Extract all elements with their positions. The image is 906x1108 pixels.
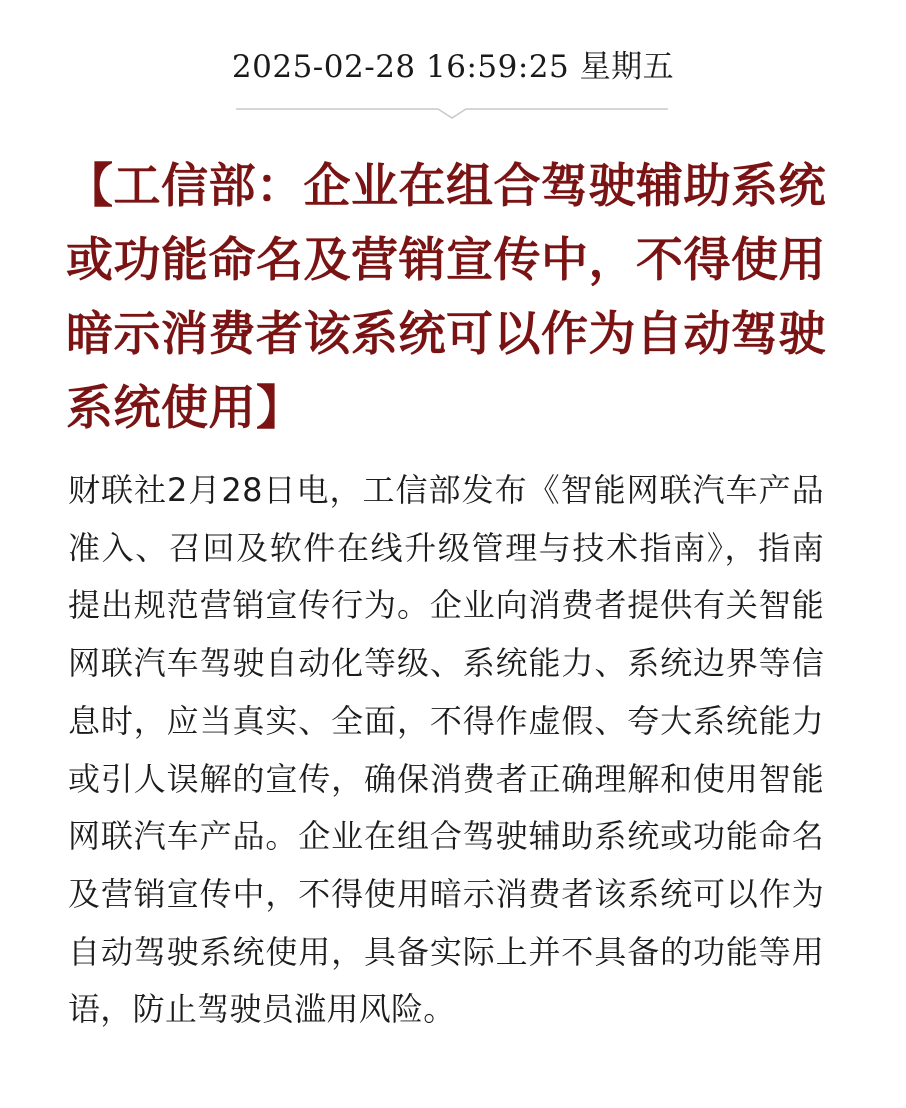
publish-datetime: 2025-02-28 16:59:25 星期五 — [231, 49, 675, 85]
article-body: 财联社2月28日电，工信部发布《智能网联汽车产品准入、召回及软件在线升级管理与技术指南》，指南提出规范营销宣传行为。企业向消费者提供有关智能网联汽车驾驶自动化等级、系统能力、系统边界等信息时，应当真实、全面，不得作虚假、夸大系统能力或引人误解的宣传，确保消费者正确理解和使用智能网联汽车产品。企业在组合驾驶辅助系统或功能命名及营销宣传中，不得使用暗示消费者该系统可以作为自动驾驶系统使用，具备实际上并不具备的功能等用语，防止驾驶员滥用风险。 — [68, 471, 824, 1029]
article-headline: 【工信部：企业在组合驾驶辅助系统或功能命名及营销宣传中，不得使用暗示消费者该系统可以作为自动驾驶系统使用】 — [66, 159, 826, 436]
datetime-divider — [236, 106, 668, 120]
